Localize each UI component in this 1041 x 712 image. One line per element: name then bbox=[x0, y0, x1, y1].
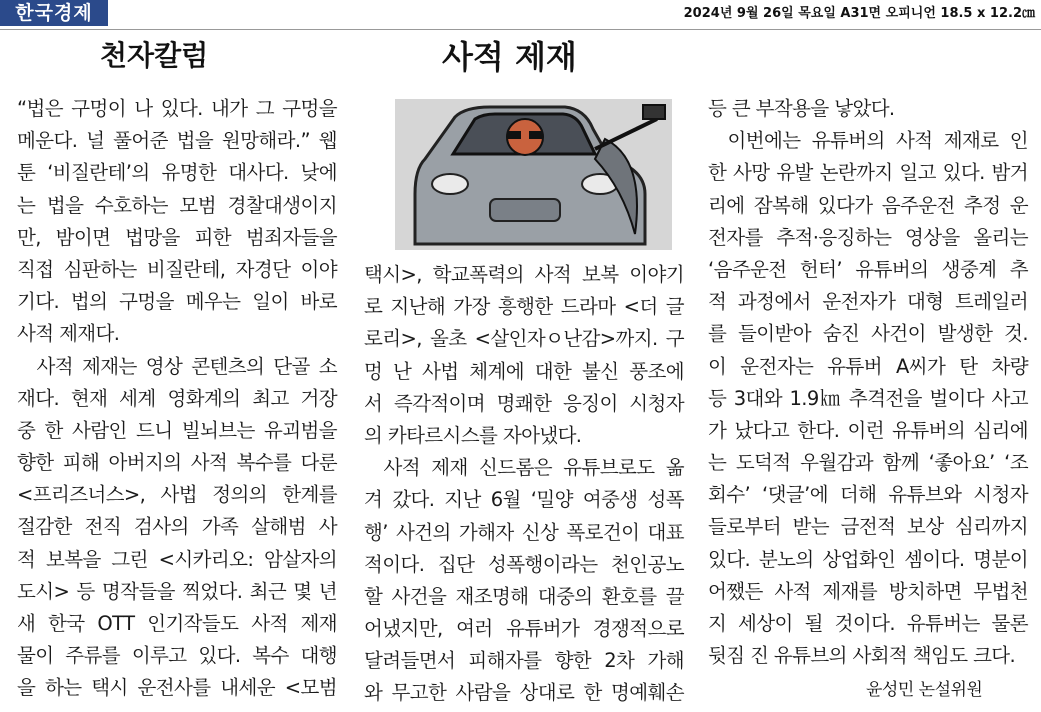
article-column-1 bbox=[17, 93, 337, 705]
article-text-line: 사적 제재는 영상 콘텐츠의 단골 소 bbox=[36, 354, 337, 378]
newspaper-masthead: 한국경제 bbox=[0, 0, 108, 26]
car-cartoon-illustration bbox=[395, 99, 672, 250]
article-text-line: 절감한 전직 검사의 가족 살해범 사 bbox=[17, 515, 337, 539]
article-text-line: 의 카타르시스를 자아냈다. bbox=[364, 423, 582, 447]
article-text-line: 재다. 현재 세계 영화계의 최고 거장 bbox=[17, 386, 337, 410]
article-text-line: 메운다. 널 풀어준 법을 원망해라.” 웹 bbox=[17, 129, 337, 153]
article-text-line: 있다. 분노의 상업화인 셈이다. 명분이 bbox=[708, 547, 1028, 571]
article-text-line: 사적 제재다. bbox=[17, 322, 120, 346]
editorial-cartoon bbox=[395, 99, 672, 250]
article-column-3 bbox=[708, 93, 1028, 672]
article-text-line: 직접 심판하는 비질란테, 자경단 이야 bbox=[17, 257, 337, 281]
article-text-line: 적 과정에서 운전자가 대형 트레일러 bbox=[708, 290, 1028, 314]
article-text-line: 새 한국 OTT 인기작들도 사적 제재 bbox=[17, 612, 337, 635]
article-text-line: 할 사건을 재조명해 대중의 환호를 끌 bbox=[364, 584, 684, 608]
article-text-line: 는 도덕적 우월감과 함께 ‘좋아요’ ‘조 bbox=[708, 451, 1028, 475]
article-text-line: 로리>, 올초 <살인자ㅇ난감>까지. 구 bbox=[364, 327, 684, 351]
article-text-line: 등 큰 부작용을 낳았다. bbox=[708, 97, 895, 120]
article-column-2 bbox=[364, 259, 684, 710]
article-text-line: 를 들이받아 숨진 사건이 발생한 것. bbox=[708, 322, 1028, 346]
byline: 윤성민 논설위원 bbox=[866, 680, 983, 700]
article-text-line: 향한 피해 아버지의 사적 복수를 다룬 bbox=[17, 451, 337, 475]
column-name: 천자칼럼 bbox=[100, 39, 209, 72]
article-text-line: 기다. 법의 구멍을 메우는 일이 바로 bbox=[17, 290, 337, 314]
article-text-line: 도시> 등 명작들을 찍었다. 최근 몇 년 bbox=[17, 579, 337, 603]
article-text-line: 는 법을 수호하는 모범 경찰대생이지 bbox=[17, 193, 337, 217]
article-text-line: 전자를 추적·응징하는 영상을 올리는 bbox=[708, 225, 1028, 249]
article-text-line: 리에 잠복해 있다가 음주운전 추정 운 bbox=[708, 193, 1028, 217]
article-text-line: 행’ 사건의 가해자 신상 폭로건이 대표 bbox=[364, 520, 684, 544]
article-text-line: 적 보복을 그린 <시카리오: 암살자의 bbox=[17, 547, 337, 571]
article-text-line: 달려들면서 피해자를 향한 2차 가해 bbox=[364, 649, 684, 673]
article-text-line: 한 사망 유발 논란까지 일고 있다. 밤거 bbox=[708, 161, 1028, 185]
article-text-line: 등 3대와 1.9㎞ 추격전을 벌이다 사고 bbox=[708, 386, 1028, 410]
article-text-line: 중 한 사람인 드니 빌뇌브는 유괴범을 bbox=[17, 418, 337, 442]
article-text-line: 겨 갔다. 지난 6월 ‘밀양 여중생 성폭 bbox=[364, 488, 684, 512]
article-text-line: 사적 제재 신드롬은 유튜브로도 옮 bbox=[383, 456, 684, 480]
article-text-line: 뒷짐 진 유튜브의 사회적 책임도 크다. bbox=[708, 644, 1016, 668]
article-text-line: 어쨌든 사적 제재를 방치하면 무법천 bbox=[708, 579, 1028, 603]
article-text-line: 멍 난 사법 체계에 대한 불신 풍조에 bbox=[364, 359, 684, 383]
article-text-line: 만, 밤이면 법망을 피한 범죄자들을 bbox=[17, 225, 337, 249]
article-text-line: ‘음주운전 헌터’ 유튜버의 생중계 추 bbox=[708, 257, 1028, 281]
article-text-line: <프리즈너스>, 사법 정의의 한계를 bbox=[17, 483, 337, 507]
article-text-line: 가 났다고 한다. 이런 유튜버의 심리에 bbox=[708, 418, 1028, 442]
article-text-line: 들로부터 받는 금전적 보상 심리까지 bbox=[708, 515, 1028, 539]
article-text-line: 어냈지만, 여러 유튜버가 경쟁적으로 bbox=[364, 617, 684, 641]
article-text-line: 이 운전자는 유튜버 A씨가 탄 차량 bbox=[708, 354, 1028, 378]
article-headline: 사적 제재 bbox=[442, 38, 577, 76]
dateline: 2024년 9월 26일 목요일 A31면 오피니언 18.5 x 12.2㎝ bbox=[683, 6, 1035, 21]
article-text-line: 로 지난해 가장 흥행한 드라마 <더 글 bbox=[364, 295, 684, 319]
article-text-line: 서 즉각적이며 명쾌한 응징이 시청자 bbox=[364, 391, 684, 415]
article-text-line: 을 하는 택시 운전사를 내세운 <모범 bbox=[17, 676, 337, 700]
article-text-line: 와 무고한 사람을 상대로 한 명예훼손 bbox=[364, 681, 684, 705]
header-rule bbox=[0, 29, 1041, 30]
article-text-line: 택시>, 학교폭력의 사적 보복 이야기 bbox=[364, 263, 684, 286]
article-text-line: 툰 ‘비질란테’의 유명한 대사다. 낮에 bbox=[17, 161, 337, 185]
article-text-line: 적이다. 집단 성폭행이라는 천인공노 bbox=[364, 552, 684, 576]
article-text-line: 물이 주류를 이루고 있다. 복수 대행 bbox=[17, 644, 337, 668]
article-text-line: 이번에는 유튜버의 사적 제재로 인 bbox=[727, 129, 1028, 153]
article-text-line: 회수’ ‘댓글’에 더해 유튜브와 시청자 bbox=[708, 483, 1028, 507]
article-text-line: 지 세상이 될 것이다. 유튜버는 물론 bbox=[708, 612, 1028, 635]
article-text-line: “법은 구멍이 나 있다. 내가 그 구멍을 bbox=[17, 97, 337, 120]
